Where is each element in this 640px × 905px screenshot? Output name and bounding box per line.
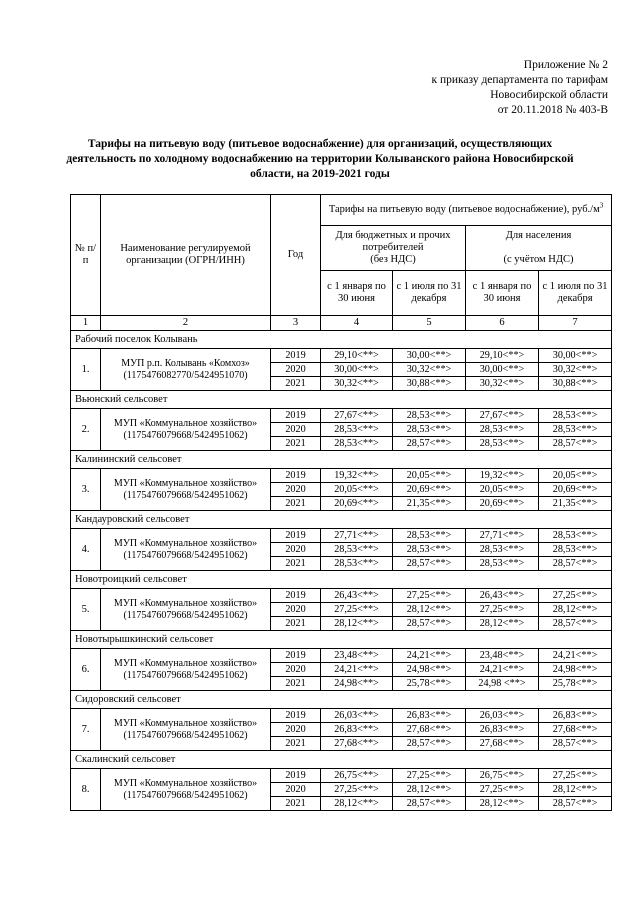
tariff-value: 23,48<**> [321,649,393,663]
year-cell: 2019 [271,409,321,423]
year-cell: 2020 [271,663,321,677]
tariff-value: 28,12<**> [393,783,466,797]
organization-name: МУП «Коммунальное хозяйство» (1175476079668/5424951062) [101,589,271,631]
row-number: 6. [71,649,101,691]
tariff-value: 28,53<**> [321,423,393,437]
tariff-value: 26,83<**> [466,723,539,737]
year-cell: 2021 [271,497,321,511]
colnum: 6 [466,316,539,331]
tariff-value: 27,25<**> [539,769,612,783]
appendix-line: к приказу департамента по тарифам [431,74,608,86]
tariff-value: 27,68<**> [393,723,466,737]
tariff-value: 28,53<**> [393,543,466,557]
year-cell: 2019 [271,349,321,363]
tariff-value: 28,12<**> [539,783,612,797]
header-budget-vat: (без НДС) [370,254,416,265]
colnum: 2 [101,316,271,331]
tariff-value: 24,21<**> [539,649,612,663]
tariff-value: 28,57<**> [393,737,466,751]
tariff-value: 24,98 <**> [466,677,539,691]
tariff-value: 28,53<**> [466,423,539,437]
tariff-value: 19,32<**> [321,469,393,483]
table-row [71,589,612,603]
tariff-value: 28,53<**> [539,543,612,557]
header-tariff-label: Тарифы на питьевую воду (питьевое водоснабжение), руб./м [328,204,600,215]
tariff-value: 20,69<**> [321,497,393,511]
tariff-value: 28,53<**> [321,543,393,557]
row-number: 7. [71,709,101,751]
tariff-value: 21,35<**> [393,497,466,511]
tariff-value: 28,53<**> [466,437,539,451]
tariff-value: 27,25<**> [321,603,393,617]
tariff-value: 28,53<**> [321,557,393,571]
tariff-value: 28,53<**> [539,409,612,423]
header-population [466,226,612,271]
section-name: Вьюнский сельсовет [71,391,612,409]
year-cell: 2019 [271,469,321,483]
tariff-value: 20,69<**> [466,497,539,511]
tariff-value: 25,78<**> [539,677,612,691]
tariff-value: 20,05<**> [466,483,539,497]
tariff-value: 28,53<**> [393,529,466,543]
tariff-value: 28,57<**> [539,437,612,451]
year-cell: 2020 [271,603,321,617]
table-row [71,769,612,783]
year-cell: 2020 [271,783,321,797]
tariff-value: 28,12<**> [321,797,393,811]
colnum: 3 [271,316,321,331]
section-name: Новотроицкий сельсовет [71,571,612,589]
tariff-value: 26,83<**> [539,709,612,723]
tariff-value: 28,57<**> [539,797,612,811]
tariff-value: 30,88<**> [393,377,466,391]
year-cell: 2021 [271,557,321,571]
table-row [71,529,612,543]
year-cell: 2021 [271,797,321,811]
year-cell: 2019 [271,529,321,543]
tariff-value: 28,57<**> [393,557,466,571]
row-number: 5. [71,589,101,631]
tariff-value: 28,53<**> [466,557,539,571]
tariff-value: 28,57<**> [393,437,466,451]
appendix-block [431,58,608,118]
header-org: Наименование регулируемой организации (ОГРН/ИНН) [101,195,271,316]
tariff-value: 26,83<**> [321,723,393,737]
table-row [71,649,612,663]
header-population-label: Для населения [505,230,572,241]
tariff-value: 27,25<**> [539,589,612,603]
tariff-value: 26,83<**> [393,709,466,723]
year-cell: 2021 [271,617,321,631]
year-cell: 2020 [271,483,321,497]
table-row [71,709,612,723]
tariff-value: 30,00<**> [466,363,539,377]
tariff-value: 20,05<**> [321,483,393,497]
colnum: 5 [393,316,466,331]
year-cell: 2021 [271,737,321,751]
section-name: Калининский сельсовет [71,451,612,469]
tariff-value: 28,57<**> [539,557,612,571]
tariff-value: 26,43<**> [466,589,539,603]
tariff-value: 30,00<**> [539,349,612,363]
tariff-value: 28,53<**> [321,437,393,451]
tariff-value: 26,03<**> [321,709,393,723]
organization-name: МУП «Коммунальное хозяйство» (1175476079668/5424951062) [101,709,271,751]
tariff-value: 23,48<**> [466,649,539,663]
tariff-value: 27,67<**> [321,409,393,423]
tariff-value: 28,57<**> [539,737,612,751]
tariff-value: 27,67<**> [466,409,539,423]
tariff-value: 30,32<**> [321,377,393,391]
tariff-value: 19,32<**> [466,469,539,483]
year-cell: 2019 [271,709,321,723]
header-period-1: с 1 января по 30 июня [321,271,393,316]
tariff-value: 20,05<**> [393,469,466,483]
tariff-value: 28,53<**> [539,423,612,437]
tariff-value: 28,53<**> [466,543,539,557]
header-period-2: с 1 июля по 31 декабря [393,271,466,316]
tariff-value: 28,53<**> [393,409,466,423]
row-number: 4. [71,529,101,571]
tariff-value: 24,21<**> [393,649,466,663]
tariff-value: 30,32<**> [393,363,466,377]
tariff-value: 24,98<**> [321,677,393,691]
organization-name: МУП «Коммунальное хозяйство» (1175476079668/5424951062) [101,409,271,451]
header-budget-label: Для бюджетных и прочих потребителей [335,230,451,253]
tariff-value: 20,69<**> [539,483,612,497]
section-name: Кандауровский сельсовет [71,511,612,529]
section-name: Рабочий поселок Колывань [71,331,612,349]
tariff-value: 30,32<**> [466,377,539,391]
colnum: 4 [321,316,393,331]
tariff-value: 30,00<**> [393,349,466,363]
year-cell: 2019 [271,769,321,783]
organization-name: МУП «Коммунальное хозяйство» (1175476079668/5424951062) [101,469,271,511]
section-name: Сидоровский сельсовет [71,691,612,709]
year-cell: 2019 [271,649,321,663]
header-num: № п/п [71,195,101,316]
tariff-value: 29,10<**> [321,349,393,363]
organization-name: МУП «Коммунальное хозяйство» (1175476079668/5424951062) [101,769,271,811]
tariff-value: 26,03<**> [466,709,539,723]
year-cell: 2020 [271,363,321,377]
tariff-value: 26,43<**> [321,589,393,603]
tariff-value: 25,78<**> [393,677,466,691]
year-cell: 2019 [271,589,321,603]
tariff-value: 27,71<**> [321,529,393,543]
tariff-value: 26,75<**> [466,769,539,783]
tariff-value: 30,32<**> [539,363,612,377]
tariff-value: 28,12<**> [539,603,612,617]
header-population-vat: (с учётом НДС) [503,254,574,265]
tariff-value: 24,98<**> [393,663,466,677]
tariff-value: 21,35<**> [539,497,612,511]
tariff-value: 24,21<**> [321,663,393,677]
tariff-value: 30,88<**> [539,377,612,391]
appendix-line: от 20.11.2018 № 403-В [497,104,608,116]
row-number: 1. [71,349,101,391]
tariff-value: 28,57<**> [539,617,612,631]
tariff-value: 20,05<**> [539,469,612,483]
colnum: 1 [71,316,101,331]
header-year: Год [271,195,321,316]
year-cell: 2020 [271,723,321,737]
colnum: 7 [539,316,612,331]
tariff-table [70,194,612,811]
year-cell: 2020 [271,543,321,557]
tariff-value: 30,00<**> [321,363,393,377]
tariff-value: 27,68<**> [321,737,393,751]
section-name: Новотырышкинский сельсовет [71,631,612,649]
header-budget [321,226,466,271]
tariff-value: 28,57<**> [393,617,466,631]
header-tariff-group [321,195,612,226]
tariff-value: 27,25<**> [466,783,539,797]
tariff-value: 28,53<**> [393,423,466,437]
document-title: Тарифы на питьевую воду (питьевое водоснабжение) для организаций, осуществляющих деятельность по холодному водоснабжению на территории Колыванского района Новосибирской области, на 2019-2021 годы [66,138,574,180]
year-cell: 2021 [271,377,321,391]
header-period-3: с 1 января по 30 июня [466,271,539,316]
row-number: 2. [71,409,101,451]
section-name: Скалинский сельсовет [71,751,612,769]
year-cell: 2021 [271,677,321,691]
organization-name: МУП р.п. Колывань «Комхоз» (1175476082770/5424951070) [101,349,271,391]
tariff-value: 27,68<**> [539,723,612,737]
table-row [71,409,612,423]
row-number: 8. [71,769,101,811]
row-number: 3. [71,469,101,511]
tariff-value: 27,25<**> [393,769,466,783]
header-tariff-unit-sup: 3 [599,201,604,210]
tariff-value: 27,71<**> [466,529,539,543]
table-row [71,469,612,483]
appendix-line: Приложение № 2 [523,59,608,71]
tariff-value: 27,25<**> [393,589,466,603]
tariff-value: 27,25<**> [321,783,393,797]
tariff-value: 28,53<**> [539,529,612,543]
tariff-value: 20,69<**> [393,483,466,497]
tariff-value: 28,12<**> [393,603,466,617]
tariff-value: 28,12<**> [466,617,539,631]
tariff-value: 28,57<**> [393,797,466,811]
table-row [71,349,612,363]
tariff-value: 27,25<**> [466,603,539,617]
organization-name: МУП «Коммунальное хозяйство» (1175476079668/5424951062) [101,649,271,691]
year-cell: 2020 [271,423,321,437]
tariff-value: 26,75<**> [321,769,393,783]
tariff-value: 27,68<**> [466,737,539,751]
tariff-value: 28,12<**> [466,797,539,811]
tariff-value: 24,21<**> [466,663,539,677]
tariff-value: 24,98<**> [539,663,612,677]
header-period-4: с 1 июля по 31 декабря [539,271,612,316]
tariff-value: 29,10<**> [466,349,539,363]
appendix-line: Новосибирской области [490,89,608,101]
tariff-value: 28,12<**> [321,617,393,631]
organization-name: МУП «Коммунальное хозяйство» (1175476079668/5424951062) [101,529,271,571]
year-cell: 2021 [271,437,321,451]
